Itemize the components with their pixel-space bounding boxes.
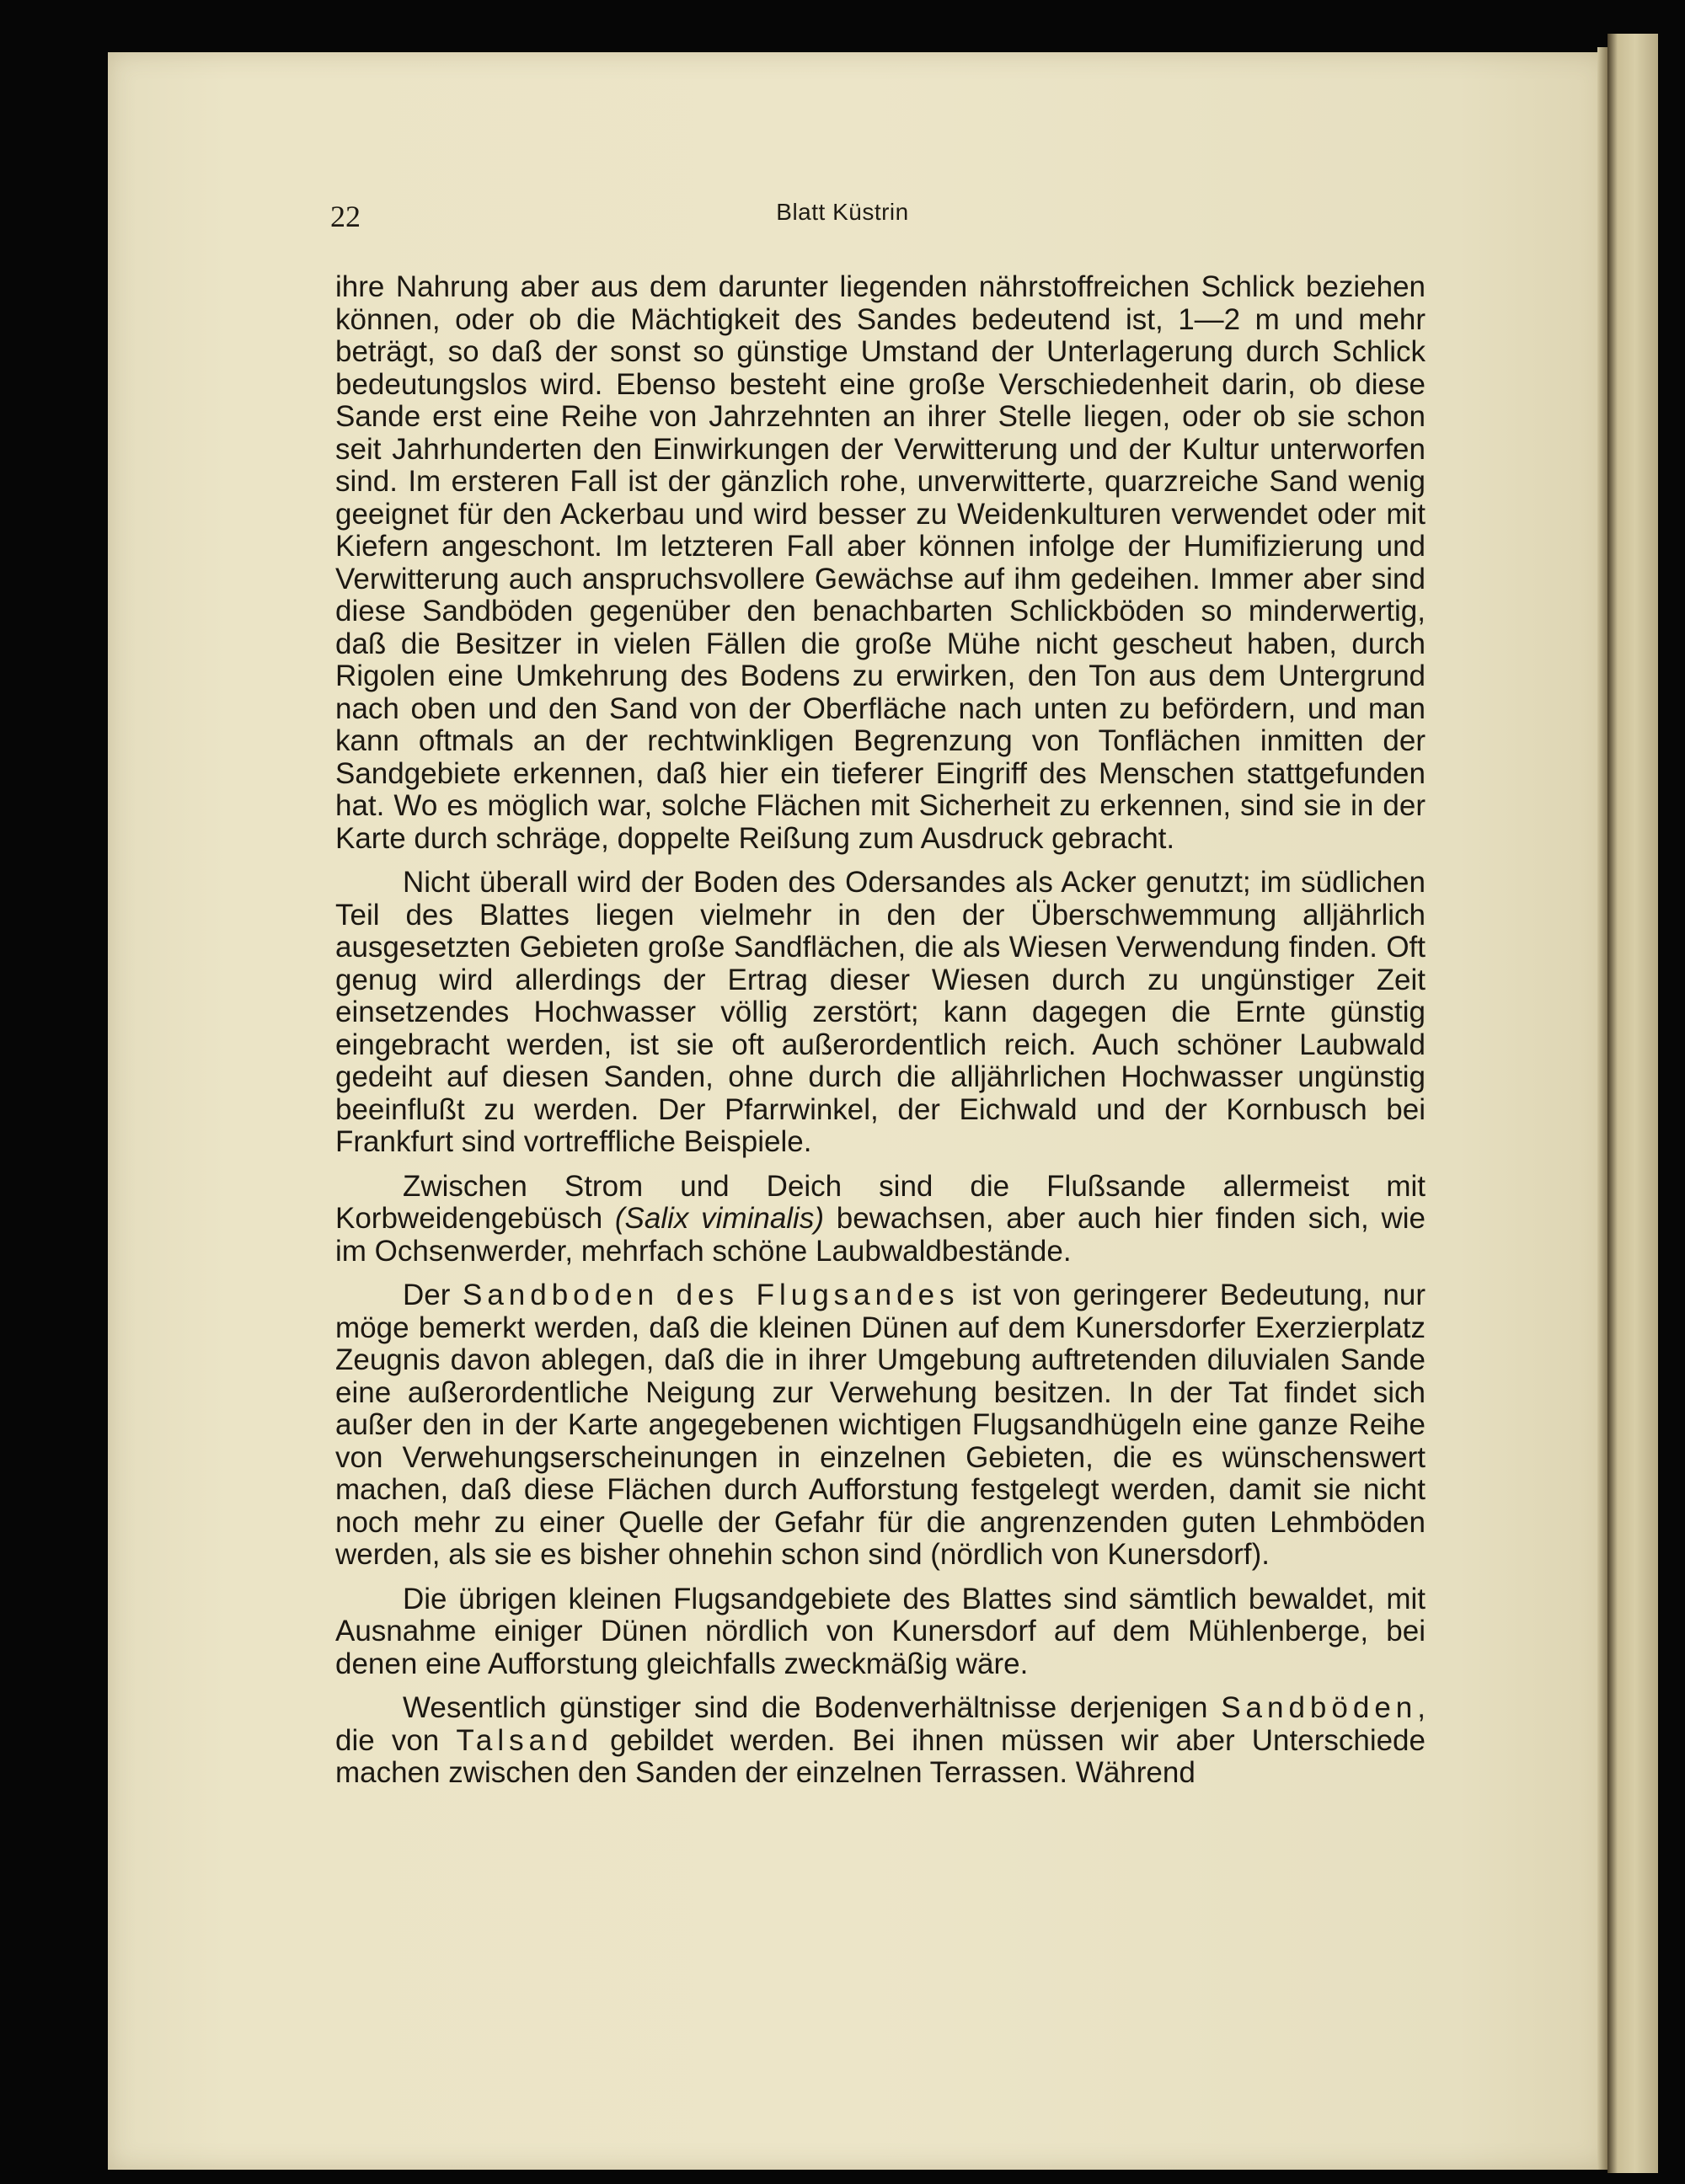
- paragraph-5: Die übrigen kleinen Flugsandgebiete des Blattes sind sämtlich bewaldet, mit Ausnahme einiger Dünen nördlich von Kunersdorf auf dem Mühlenberge, bei denen eine Aufforstung gleichfalls zweckmäßig wäre.: [335, 1582, 1426, 1680]
- adjacent-page-edge: [1607, 34, 1658, 2173]
- paragraph-3-text-end: bewachsen, aber auch hier finden sich, wie im Ochsenwerder, mehrfach schöne Laubwaldbestände.: [335, 1202, 1426, 1268]
- spaced-emphasis-flugsand: Sandboden des Flugsandes: [462, 1279, 960, 1311]
- spaced-emphasis-talsand: Talsand: [456, 1723, 594, 1757]
- paragraph-4-text-end: ist von geringerer Bedeutung, nur möge bemerkt werden, daß die kleinen Dünen auf dem Kunersdorfer Exerzierplatz Zeugnis davon ablegen, daß die in ihrer Umgebung auftretenden diluvialen Sande eine außerordentliche Neigung zur Verwehung besitzen. In der Tat findet sich außer den in der Karte angegebenen wichtigen Flugsandhügeln eine ganze Reihe von Verwehungserscheinungen in einzelnen Gebieten, die es wünschenswert machen, daß diese Flächen durch Aufforstung festgelegt werden, damit sie nicht noch mehr zu einer Quelle der Gefahr für die angrenzenden guten Lehmböden werden, als sie es bisher ohnehin schon sind (nördlich von Kunersdorf).: [335, 1279, 1426, 1571]
- paragraph-6: [335, 1692, 1426, 1790]
- paragraph-2: Nicht überall wird der Boden des Odersandes als Acker genutzt; im südlichen Teil des Blattes liegen vielmehr in den der Überschwemmung alljährlich ausgesetzten Gebieten große Sandflächen, die als Wiesen Verwendung finden. Oft genug wird allerdings der Ertrag dieser Wiesen durch zu ungünstiger Zeit einsetzendes Hochwasser völlig zerstört; kann dagegen die Ernte günstig eingebracht werden, ist sie oft außerordentlich reich. Auch schöner Laubwald gedeiht auf diesen Sanden, ohne durch die alljährlichen Hochwasser ungünstig beeinflußt zu werden. Der Pfarrwinkel, der Eichwald und der Kornbusch bei Frankfurt sind vortreffliche Beispiele.: [335, 866, 1426, 1158]
- paragraph-6-text-start: Wesentlich günstiger sind die Bodenverhältnisse derjenigen: [403, 1691, 1222, 1724]
- page-number: 22: [330, 200, 361, 233]
- paragraph-4-text-start: Der: [403, 1279, 463, 1311]
- running-title: Blatt Küstrin: [776, 199, 909, 225]
- paragraph-6-text-middle: , die von: [335, 1691, 1426, 1757]
- body-text: [335, 271, 1426, 1802]
- paragraph-4: [335, 1279, 1426, 1572]
- spaced-emphasis-sandboeden: Sandböden: [1221, 1691, 1418, 1724]
- species-name: (Salix viminalis): [614, 1202, 824, 1235]
- paragraph-3: [335, 1171, 1426, 1268]
- paragraph-1: ihre Nahrung aber aus dem darunter liegenden nährstoffreichen Schlick beziehen können, oder ob die Mächtigkeit des Sandes bedeutend ist, 1—2 m und mehr beträgt, so daß der sonst so günstige Umstand der Unterlagerung durch Schlick bedeutungslos wird. Ebenso besteht eine große Verschiedenheit darin, ob diese Sande erst eine Reihe von Jahrzehnten an ihrer Stelle liegen, oder ob sie schon seit Jahrhunderten den Einwirkungen der Verwitterung und der Kultur unterworfen sind. Im ersteren Fall ist der gänzlich rohe, unverwitterte, quarzreiche Sand wenig geeignet für den Ackerbau und wird besser zu Weidenkulturen verwendet oder mit Kiefern angeschont. Im letzteren Fall aber können infolge der Humifizierung und Verwitterung auch anspruchsvollere Gewächse auf ihm gedeihen. Immer aber sind diese Sandböden gegenüber den benachbarten Schlickböden so minderwertig, daß die Besitzer in vielen Fällen die große Mühe nicht gescheut haben, durch Rigolen eine Umkehrung des Bodens zu erwirken, den Ton aus dem Untergrund nach oben und den Sand von der Oberfläche nach unten zu befördern, und man kann oftmals an der rechtwinkligen Begrenzung von Tonflächen inmitten der Sandgebiete erkennen, daß hier ein tieferer Eingriff des Menschen stattgefunden hat. Wo es möglich war, solche Flächen mit Sicherheit zu erkennen, sind sie in der Karte durch schräge, doppelte Reißung zum Ausdruck gebracht.: [335, 270, 1426, 855]
- paragraph-3-text-start: Zwischen Strom und Deich sind die Flußsande allermeist mit Korbweidengebüsch: [335, 1169, 1426, 1235]
- paragraph-6-text-end: gebildet werden. Bei ihnen müssen wir aber Unterschiede machen zwischen den Sanden der einzelnen Terrassen. Während: [335, 1723, 1426, 1789]
